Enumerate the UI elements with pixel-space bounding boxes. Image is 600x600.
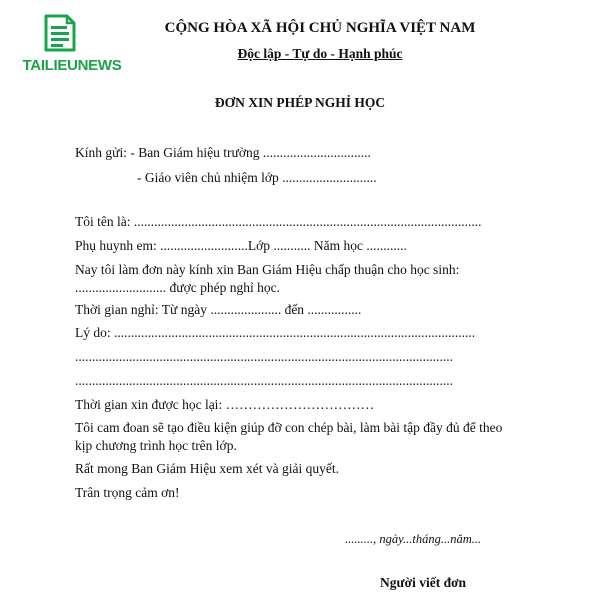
date-line: ........., ngày...tháng...năm... [345, 532, 482, 546]
document-title: ĐƠN XIN PHÉP NGHỈ HỌC [214, 95, 386, 110]
reason-line-1: Lý do: ........................................................................................................... [75, 325, 476, 340]
signature-label: Người viết đơn [380, 575, 467, 590]
promise-line-2: kịp chương trình học trên lớp. [75, 438, 237, 453]
motto-heading: Độc lập - Tự do - Hạnh phúc [237, 46, 403, 61]
recipient-line-1: Kính gửi: - Ban Giám hiệu trường ................................ [75, 145, 371, 160]
return-date-line: Thời gian xin được học lại: …………………………… [75, 397, 375, 412]
tailieunews-logo [16, 14, 128, 76]
document-icon [40, 14, 80, 54]
closing-line-2: Trân trọng cảm ơn! [75, 485, 180, 500]
leave-period-line: Thời gian nghỉ: Từ ngày ..................... đến ................ [75, 302, 362, 317]
closing-line-1: Rất mong Ban Giám Hiệu xem xét và giải quyết. [75, 461, 339, 476]
parent-class-line: Phụ huynh em: ..........................Lớp ........... Năm học ............ [75, 238, 407, 253]
reason-line-3: ................................................................................................................ [75, 373, 453, 388]
nation-heading: CỘNG HÒA XÃ HỘI CHỦ NGHĨA VIỆT NAM [164, 20, 476, 36]
request-line-2: ........................... được phép nghỉ học. [75, 280, 280, 295]
student-name-line: Tôi tên là: ....................................................................................................... [75, 214, 482, 229]
recipient-line-2: - Giáo viên chủ nhiệm lớp ............................ [137, 170, 377, 185]
logo-text: TAILIEUNEWS [22, 57, 122, 74]
promise-line-1: Tôi cam đoan sẽ tạo điều kiện giúp đỡ con chép bài, làm bài tập đầy đủ để theo [75, 420, 503, 435]
request-line-1: Nay tôi làm đơn này kính xin Ban Giám Hiệu chấp thuận cho học sinh: [75, 262, 460, 277]
reason-line-2: ................................................................................................................ [75, 349, 453, 364]
